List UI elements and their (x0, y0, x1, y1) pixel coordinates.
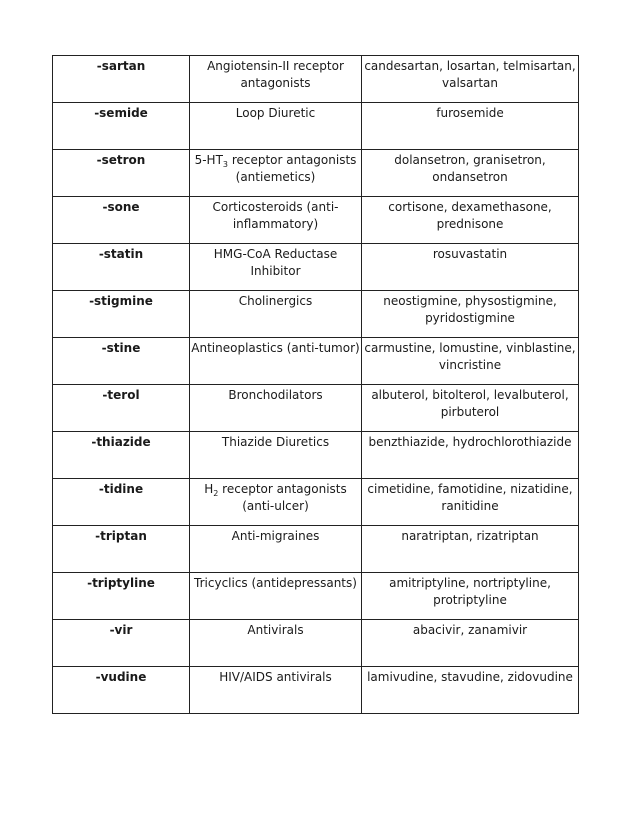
drug-class-cell (190, 479, 362, 526)
drug-class-cell (190, 150, 362, 197)
examples-cell: carmustine, lomustine, vinblastine, vincristine (362, 338, 579, 385)
examples-cell: albuterol, bitolterol, levalbuterol, pirbuterol (362, 385, 579, 432)
stem-cell: -semide (53, 103, 190, 150)
table-row (53, 667, 579, 714)
stem-cell: -thiazide (53, 432, 190, 479)
table-row (53, 150, 579, 197)
stem-cell: -vir (53, 620, 190, 667)
drug-class-cell: Tricyclics (antidepressants) (190, 573, 362, 620)
class-text: 5-HT (194, 153, 223, 167)
class-text: receptor antagonists (antiemetics) (228, 153, 357, 184)
examples-cell: amitriptyline, nortriptyline, protriptyline (362, 573, 579, 620)
table-row (53, 573, 579, 620)
table-row (53, 432, 579, 479)
drug-class-cell: Antineoplastics (anti-tumor) (190, 338, 362, 385)
examples-cell: naratriptan, rizatriptan (362, 526, 579, 573)
examples-cell: dolansetron, granisetron, ondansetron (362, 150, 579, 197)
stem-cell: -tidine (53, 479, 190, 526)
examples-cell: lamivudine, stavudine, zidovudine (362, 667, 579, 714)
table-row (53, 479, 579, 526)
table-row (53, 338, 579, 385)
stem-cell: -statin (53, 244, 190, 291)
drug-class-cell: Anti-migraines (190, 526, 362, 573)
examples-cell: neostigmine, physostigmine, pyridostigmine (362, 291, 579, 338)
examples-cell: cortisone, dexamethasone, prednisone (362, 197, 579, 244)
table-row (53, 197, 579, 244)
drug-class-cell: HMG-CoA Reductase Inhibitor (190, 244, 362, 291)
stem-cell: -sone (53, 197, 190, 244)
stem-cell: -stigmine (53, 291, 190, 338)
stem-cell: -stine (53, 338, 190, 385)
stem-cell: -triptan (53, 526, 190, 573)
examples-cell: cimetidine, famotidine, nizatidine, ranitidine (362, 479, 579, 526)
subscript: 2 (213, 489, 219, 498)
class-text: receptor antagonists (anti-ulcer) (218, 482, 347, 513)
drug-stem-table (52, 55, 579, 714)
class-text: H (204, 482, 214, 496)
drug-class-cell: Cholinergics (190, 291, 362, 338)
drug-class-cell: HIV/AIDS antivirals (190, 667, 362, 714)
examples-cell: rosuvastatin (362, 244, 579, 291)
stem-cell: -vudine (53, 667, 190, 714)
table-row (53, 244, 579, 291)
table-row (53, 385, 579, 432)
table-row (53, 56, 579, 103)
table-row (53, 620, 579, 667)
subscript: 3 (222, 160, 229, 169)
stem-cell: -setron (53, 150, 190, 197)
drug-class-cell: Antivirals (190, 620, 362, 667)
drug-class-cell: Thiazide Diuretics (190, 432, 362, 479)
table-row (53, 103, 579, 150)
drug-class-cell: Corticosteroids (anti-inflammatory) (190, 197, 362, 244)
drug-class-cell: Loop Diuretic (190, 103, 362, 150)
examples-cell: candesartan, losartan, telmisartan, valsartan (362, 56, 579, 103)
stem-cell: -triptyline (53, 573, 190, 620)
stem-cell: -sartan (53, 56, 190, 103)
drug-class-cell: Bronchodilators (190, 385, 362, 432)
stem-cell: -terol (53, 385, 190, 432)
drug-class-cell: Angiotensin-II receptor antagonists (190, 56, 362, 103)
examples-cell: furosemide (362, 103, 579, 150)
examples-cell: abacivir, zanamivir (362, 620, 579, 667)
examples-cell: benzthiazide, hydrochlorothiazide (362, 432, 579, 479)
table-row (53, 291, 579, 338)
table-row (53, 526, 579, 573)
